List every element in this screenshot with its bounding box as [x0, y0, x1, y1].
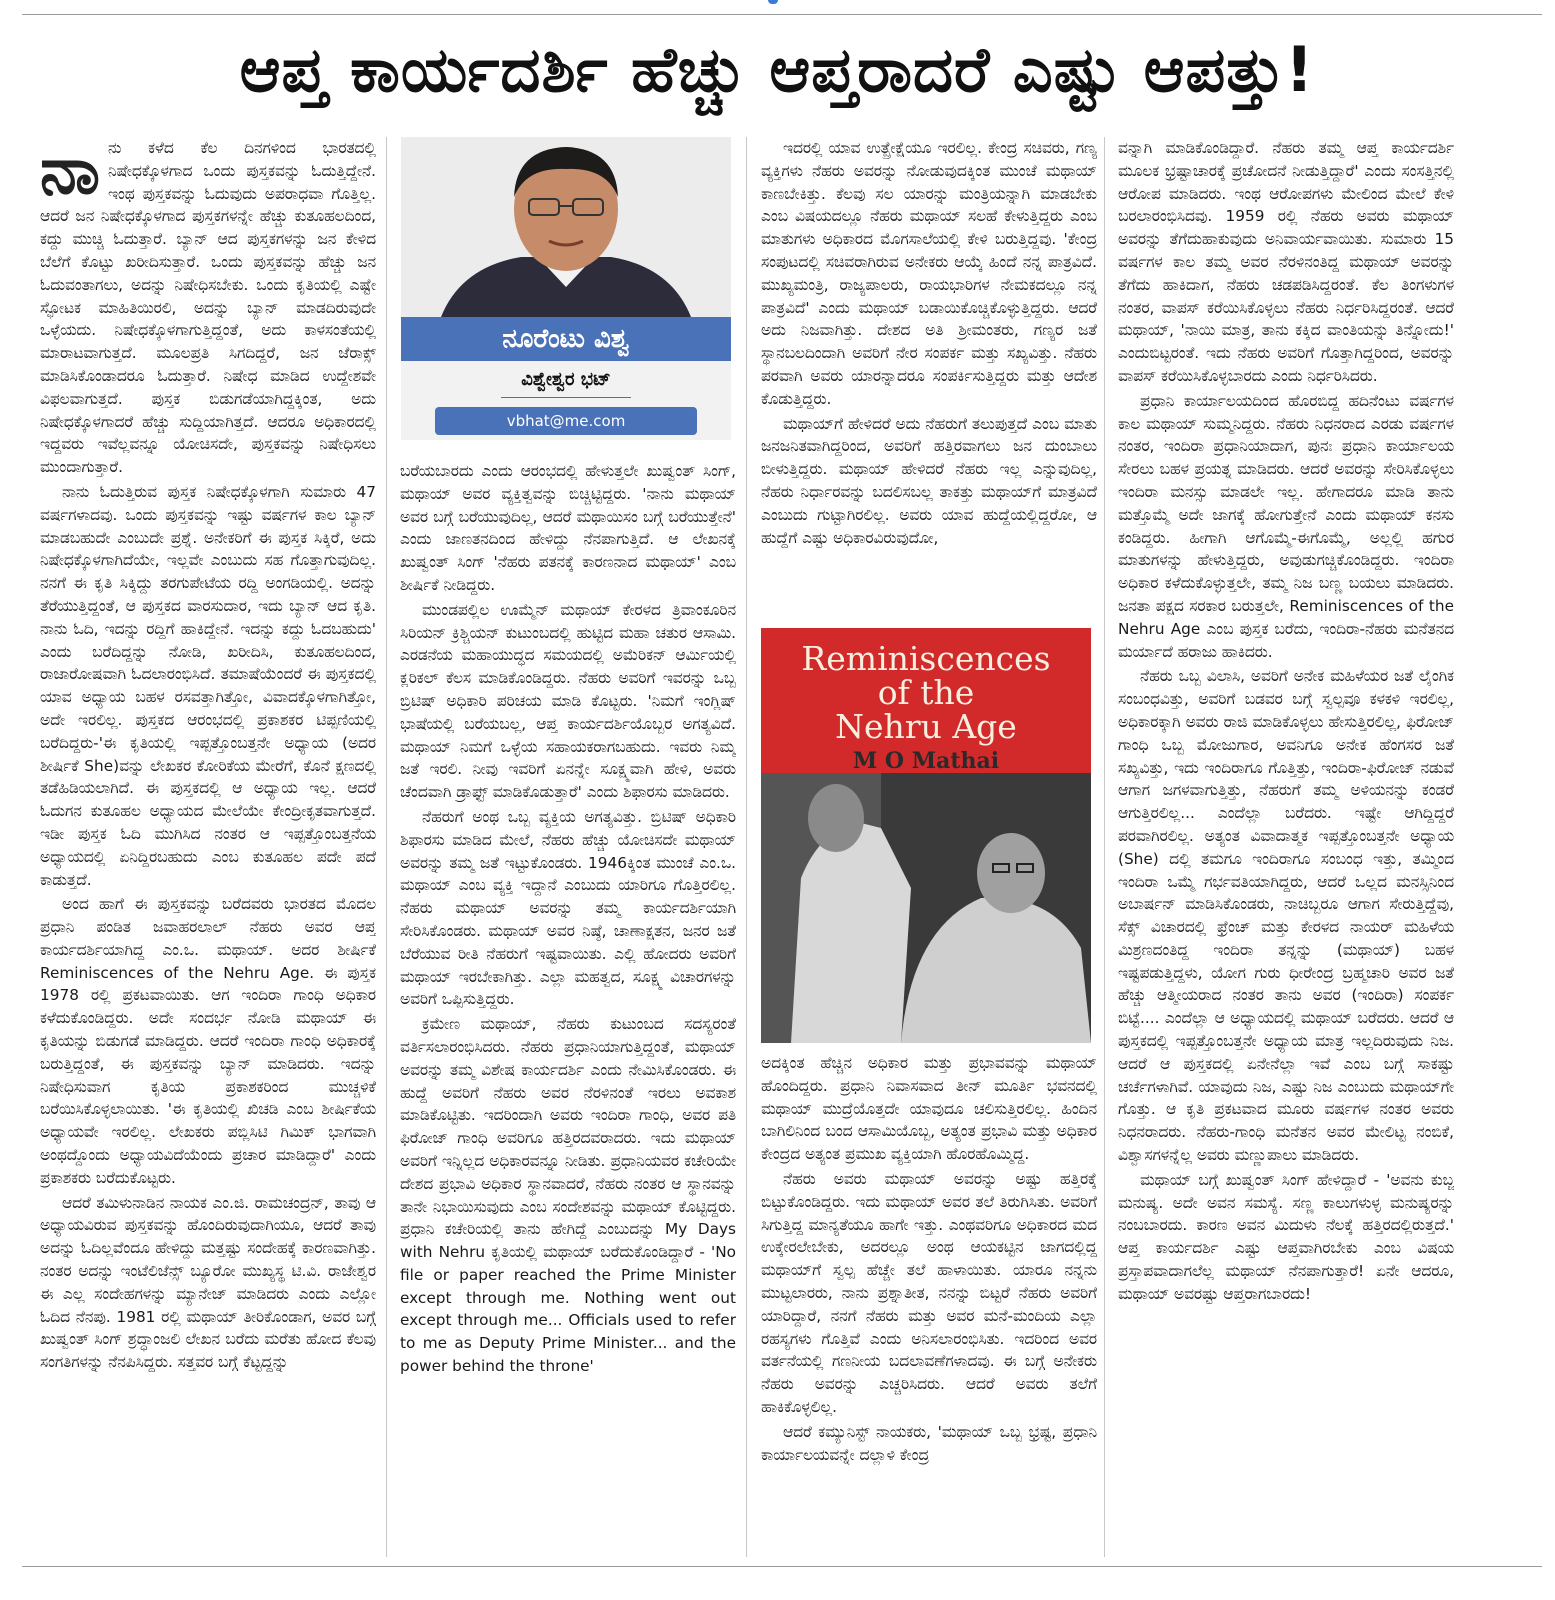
- article-column-3: [761, 137, 1097, 607]
- book-cover-image: [761, 628, 1091, 1043]
- author-email[interactable]: vbhat@me.com: [435, 407, 697, 435]
- paragraph: ನು ಕಳೆದ ಕೆಲ ದಿನಗಳಿಂದ ಭಾರತದಲ್ಲಿ ನಿಷೇಧಕ್ಕೊಳಗಾದ ಒಂದು ಪುಸ್ತಕವನ್ನು ಓದುತ್ತಿದ್ದೇನೆ. ಇಂಥ ಪುಸ್ತಕವನ್ನು ಓದುವುದು ಅಪರಾಧವಾ ಗೊತ್ತಿಲ್ಲ. ಆದರೆ ಜನ ನಿಷೇಧಕ್ಕೊಳಗಾದ ಪುಸ್ತಕಗಳನ್ನೇ ಹೆಚ್ಚು ಕುತೂಹಲದಿಂದ, ಕದ್ದು ಮುಚ್ಚಿ ಓದುತ್ತಾರೆ. ಬ್ಯಾನ್ ಆದ ಪುಸ್ತಕಗಳನ್ನು ಜನ ಕೇಳಿದ ಬೆಲೆಗೆ ಕೊಟ್ಟು ಖರೀದಿಸುತ್ತಾರೆ. ಒಂದು ಪುಸ್ತಕವನ್ನು ಹೆಚ್ಚು ಜನ ಓದುವಂತಾಗಲು, ಅದನ್ನು ನಿಷೇಧಿಸಬೇಕು. ಒಂದು ಕೃತಿಯಲ್ಲಿ ಎಷ್ಟೇ ಸ್ಫೋಟಕ ಮಾಹಿತಿಯಿರಲಿ, ಅದನ್ನು ಬ್ಯಾನ್ ಮಾಡದಿರುವುದೇ ಒಳ್ಳೆಯದು. ನಿಷೇಧಕ್ಕೊಳಗಾಗುತ್ತಿದ್ದಂತೆ, ಅದು ಕಾಳಸಂತೆಯಲ್ಲಿ ಮಾರಾಟವಾಗುತ್ತದೆ. ಮೂಲಪ್ರತಿ ಸಿಗದಿದ್ದರೆ, ಜನ ಜೆರಾಕ್ಸ್ ಮಾಡಿಸಿಕೊಂಡಾದರೂ ಓದುತ್ತಾರೆ. ನಿಷೇಧ ಮಾಡಿದ ಉದ್ದೇಶವೇ ವಿಫಲವಾಗುತ್ತದೆ. ಪುಸ್ತಕ ಬಿಡುಗಡೆಯಾಗಿದ್ದಕ್ಕಿಂತ, ಅದು ನಿಷೇಧಕ್ಕೊಳಗಾದರೆ ಹೆಚ್ಚು ಸುದ್ದಿಯಾಗಿತ್ತದೆ. ಆದರೂ ಅಧಿಕಾರದಲ್ಲಿ ಇದ್ದವರು ಇವೆಲ್ಲವನ್ನೂ ಯೋಚಿಸದೇ, ಪುಸ್ತಕವನ್ನು ನಿಷೇಧಿಸಲು ಮುಂದಾಗುತ್ತಾರೆ.: [40, 139, 376, 477]
- headline: ಆಪ್ತ ಕಾರ್ಯದರ್ಶಿ ಹೆಚ್ಚು ಆಪ್ತರಾದರೆ ಎಷ್ಟು ಆಪತ್ತು!: [239, 33, 1315, 106]
- author-underline: [501, 397, 631, 398]
- article-column-2: [400, 460, 736, 1557]
- paragraph: ವನ್ನಾಗಿ ಮಾಡಿಕೊಂಡಿದ್ದಾರೆ. ನೆಹರು ತಮ್ಮ ಆಪ್ತ ಕಾರ್ಯದರ್ಶಿ ಮೂಲಕ ಭ್ರಷ್ಟಾಚಾರಕ್ಕೆ ಪ್ರಚೋದನೆ ನೀಡುತ್ತಿದ್ದಾರೆ' ಎಂದು ಸಂಸತ್ತಿನಲ್ಲಿ ಆರೋಪ ಮಾಡಿದರು. ಇಂಥ ಆರೋಪಗಳು ಮೇಲಿಂದ ಮೇಲೆ ಕೇಳಿ ಬರಲಾರಂಭಿಸಿದವು. 1959 ರಲ್ಲಿ ನೆಹರು ಅವರು ಮಥಾಯ್ ಅವರನ್ನು ತೆಗೆದುಹಾಕುವುದು ಅನಿವಾರ್ಯವಾಯಿತು. ಸುಮಾರು 15 ವರ್ಷಗಳ ಕಾಲ ತಮ್ಮ ಅವರ ನೆರಳಿನಂತಿದ್ದ ಮಥಾಯ್ ಅವರನ್ನು ತೆಗೆದು ಹಾಕಿದಾಗ, ನೆಹರು ಚಡಪಡಿಸಿದ್ದರಂತೆ. ಕೆಲ ತಿಂಗಳುಗಳ ನಂತರ, ವಾಪಸ್ ಕರೆಯಿಸಿಕೊಳ್ಳಲು ನೆಹರು ನಿರ್ಧರಿಸಿದ್ದರಂತೆ. ಆದರೆ ಮಥಾಯ್, 'ನಾಯಿ ಮಾತ್ರ, ತಾನು ಕಕ್ಕಿದ ವಾಂತಿಯನ್ನು ತಿನ್ನೋದು!' ಎಂದುಬಿಟ್ಟರಂತೆ. ಇದು ನೆಹರು ಅವರಿಗೆ ಗೊತ್ತಾಗಿದ್ದರಿಂದ, ಅವರನ್ನು ವಾಪಸ್ ಕರೆಯಿಸಿಕೊಳ್ಳಬಾರದು ಎಂದು ನಿರ್ಧರಿಸಿದರು.: [1118, 139, 1454, 385]
- paragraph: ಬರೆಯಬಾರದು ಎಂದು ಆರಂಭದಲ್ಲಿ ಹೇಳುತ್ತಲೇ ಖುಷ್ವಂತ್ ಸಿಂಗ್, ಮಥಾಯ್ ಅವರ ವ್ಯಕ್ತಿತ್ವವನ್ನು ಬಿಚ್ಚಿಟ್ಟಿದ್ದರು. 'ನಾನು ಮಥಾಯ್ ಅವರ ಬಗ್ಗೆ ಬರೆಯುವುದಿಲ್ಲ, ಆದರೆ ಮಥಾಯಿಸಂ ಬಗ್ಗೆ ಬರೆಯುತ್ತೇನೆ' ಎಂದು ಜಾಣತನದಿಂದ ಹೇಳಿದ್ದು ನೆನಪಾಗುತ್ತಿದೆ. ಆ ಲೇಖನಕ್ಕೆ ಖುಷ್ವಂತ್ ಸಿಂಗ್ 'ನೆಹರು ಪತನಕ್ಕೆ ಕಾರಣನಾದ ಮಥಾಯ್' ಎಂಬ ಶೀರ್ಷಿಕೆ ನೀಡಿದ್ದರು.: [400, 462, 736, 594]
- article-column-3-continued: [761, 1052, 1097, 1557]
- paragraph: ನಾನು ಓದುತ್ತಿರುವ ಪುಸ್ತಕ ನಿಷೇಧಕ್ಕೊಳಗಾಗಿ ಸುಮಾರು 47 ವರ್ಷಗಳಾದವು. ಒಂದು ಪುಸ್ತಕವನ್ನು ಇಷ್ಟು ವರ್ಷಗಳ ಕಾಲ ಬ್ಯಾನ್ ಮಾಡಬಹುದೇ ಎಂಬುದೇ ಪ್ರಶ್ನೆ. ಅನೇಕರಿಗೆ ಈ ಪುಸ್ತಕ ಸಿಕ್ಕಿರೆ, ಅದು ನಿಷೇಧಕ್ಕೊಳಗಾಗಿದೆಯೇ, ಇಲ್ಲವೇ ಎಂಬುದು ಸಹ ಗೊತ್ತಾಗುವುದಿಲ್ಲ. ನನಗೆ ಈ ಕೃತಿ ಸಿಕ್ಕಿದ್ದು ತರಗುಪೇಟೆಯ ರದ್ದಿ ಅಂಗಡಿಯಲ್ಲಿ. ಅದನ್ನು ತೆರೆಯುತ್ತಿದ್ದಂತೆ, ಆ ಪುಸ್ತಕದ ವಾರಸುದಾರ, ಇದು ಬ್ಯಾನ್ ಆದ ಕೃತಿ. ನಾನು ಓದಿ, ಇದನ್ನು ರದ್ದಿಗೆ ಹಾಕಿದ್ದೇನೆ. ಇದನ್ನು ಕದ್ದು ಓದಬಹುದು' ಎಂದು ಬರೆದಿದ್ದನ್ನು ನೋಡಿ, ಖರೀದಿಸಿ, ಕುತೂಹಲದಿಂದ, ರಾಜಾರೋಷವಾಗಿ ಓದಲಾರಂಭಿಸಿದೆ. ತಮಾಷೆಯೆಂದರೆ ಈ ಪುಸ್ತಕದಲ್ಲಿ ಯಾವ ಅಧ್ಯಾಯ ಬಹಳ ರಸವತ್ತಾಗಿತ್ತೋ, ವಿವಾದಕ್ಕೊಳಗಾಗಿತ್ತೋ, ಅದೇ ಇರಲಿಲ್ಲ. ಪುಸ್ತಕದ ಆರಂಭದಲ್ಲಿ ಪ್ರಕಾಶಕರ ಟಿಪ್ಪಣಿಯಲ್ಲಿ ಬರೆದಿದ್ದರು-'ಈ ಕೃತಿಯಲ್ಲಿ ಇಪ್ಪತ್ತೊಂಬತ್ತನೇ ಅಧ್ಯಾಯ (ಅದರ ಶೀರ್ಷಿಕೆ She)ವನ್ನು ಲೇಖಕರ ಕೋರಿಕೆಯ ಮೇರೆಗೆ, ಕೊನೆ ಕ್ಷಣದಲ್ಲಿ ತಡೆಹಿಡಿಯಲಾಗಿದೆ. ಈ ಪುಸ್ತಕದಲ್ಲಿ ಆ ಅಧ್ಯಾಯ ಇಲ್ಲ. ಆದರೆ ಓದುಗನ ಕುತೂಹಲ ಅಧ್ಯಾಯದ ಮೇಲೆಯೇ ಕೇಂದ್ರೀಕೃತವಾಗುತ್ತದೆ. ಇಡೀ ಪುಸ್ತಕ ಓದಿ ಮುಗಿಸಿದ ನಂತರ ಆ ಇಪ್ಪತ್ತೊಂಬತ್ತನೆಯ ಅಧ್ಯಾಯದಲ್ಲಿ ಏನಿದ್ದಿರಬಹುದು ಎಂಬ ಕುತೂಹಲ ಪದೇ ಪದೆ ಕಾಡುತ್ತದೆ.: [40, 482, 376, 889]
- paragraph: ನೆಹರು ಒಬ್ಬ ವಿಲಾಸಿ, ಅವರಿಗೆ ಅನೇಕ ಮಹಿಳೆಯರ ಜತೆ ಲೈಂಗಿಕ ಸಂಬಂಧವಿತ್ತು, ಅವರಿಗೆ ಬಡವರ ಬಗ್ಗೆ ಸ್ವಲ್ಪವೂ ಕಳಕಳಿ ಇರಲಿಲ್ಲ, ಅಧಿಕಾರಕ್ಕಾಗಿ ಅವರು ರಾಜಿ ಮಾಡಿಕೊಳ್ಳಲು ಹೇಸುತ್ತಿರಲಿಲ್ಲ, ಫಿರೋಜ್ ಗಾಂಧಿ ಒಬ್ಬ ಮೋಜುಗಾರ, ಅವನಿಗೂ ಅನೇಕ ಹೆಂಗಸರ ಜತೆ ಸಖ್ಯವಿತ್ತು, ಇದು ಇಂದಿರಾಗೂ ಗೊತ್ತಿತ್ತು, ಇಂದಿರಾ-ಫಿರೋಜ್ ನಡುವೆ ಆಗಾಗ ಜಗಳವಾಗುತ್ತಿತ್ತು, ನೆಹರುಗೆ ತಮ್ಮ ಅಳಿಯನನ್ನು ಕಂಡರೆ ಆಗುತ್ತಿರಲಿಲ್ಲ... ಎಂದೆಲ್ಲಾ ಬರೆದರು. ಇಷ್ಟೇ ಆಗಿದ್ದಿದ್ದರೆ ಪರವಾಗಿರಲಿಲ್ಲ. ಅತ್ಯಂತ ವಿವಾದಾತ್ಮಕ ಇಪ್ಪತ್ತೊಂಬತ್ತನೇ ಅಧ್ಯಾಯ (She) ದಲ್ಲಿ ತಮಗೂ ಇಂದಿರಾಗೂ ಸಂಬಂಧ ಇತ್ತು, ತಮ್ಮಿಂದ ಇಂದಿರಾ ಒಮ್ಮೆ ಗರ್ಭವತಿಯಾಗಿದ್ದರು, ಆದರೆ ಒಲ್ಲದ ಮನಸ್ಸಿನಿಂದ ಅಬಾರ್ಷನ್ ಮಾಡಿಸಿಕೊಂಡರು, ನಾಚಿಬ್ಬರೂ ಆಗಾಗ ಸೇರುತ್ತಿದ್ದೆವು, ಸೆಕ್ಸ್ ವಿಚಾರದಲ್ಲಿ ಫ್ರೆಂಚ್ ಮತ್ತು ಕೇರಳದ ನಾಯರ್ ಮಹಿಳೆಯ ಮಿಶ್ರಣದಂತಿದ್ದ ಇಂದಿರಾ ತನ್ನನ್ನು (ಮಥಾಯ್) ಬಹಳ ಇಷ್ಟಪಡುತ್ತಿದ್ದಳು, ಯೋಗ ಗುರು ಧೀರೇಂದ್ರ ಬ್ರಹ್ಮಚಾರಿ ಅವರ ಜತೆ ಹೆಚ್ಚು ಆತ್ಮೀಯರಾದ ನಂತರ ತಾನು ಅವರ (ಇಂದಿರಾ) ಸಂಪರ್ಕ ಬಿಟ್ಟೆ.... ಎಂದೆಲ್ಲಾ ಆ ಅಧ್ಯಾಯದಲ್ಲಿ ಮಥಾಯ್ ಬರೆದರು. ಆದರೆ ಆ ಪುಸ್ತಕದಲ್ಲಿ ಇಪ್ಪತ್ತೊಂಬತ್ತನೇ ಅಧ್ಯಾಯ ಮಾತ್ರ ಇಲ್ಲದಿರುವುದು ನಿಜ. ಆದರೆ ಆ ಪುಸ್ತಕದಲ್ಲಿ ಏನೇನೆಲ್ಲಾ ಇವೆ ಎಂಬ ಬಗ್ಗೆ ಸಾಕಷ್ಟು ಚರ್ಚೆಗಳಾಗಿವೆ. ಯಾವುದು ನಿಜ, ಎಷ್ಟು ನಿಜ ಎಂಬುದು ಮಥಾಯ್‌ಗೇ ಗೊತ್ತು. ಆ ಕೃತಿ ಪ್ರಕಟವಾದ ಮೂರು ವರ್ಷಗಳ ನಂತರ ಅವರು ನಿಧನರಾದರು. ನೆಹರು-ಗಾಂಧಿ ಮನೆತನ ಅವರ ಮೇಲಿಟ್ಟ ನಂಬಿಕೆ, ವಿಶ್ವಾಸಗಳನ್ನೆಲ್ಲ ಅವರು ಮಣ್ಣುಪಾಲು ಮಾಡಿದರು.: [1118, 667, 1454, 1165]
- paragraph: ನೆಹರು ಅವರು ಮಥಾಯ್ ಅವರನ್ನು ಅಷ್ಟು ಹತ್ತಿರಕ್ಕೆ ಬಿಟ್ಟುಕೊಂಡಿದ್ದರು. ಇದು ಮಥಾಯ್ ಅವರ ತಲೆ ತಿರುಗಿಸಿತು. ಅವರಿಗೆ ಸಿಗುತ್ತಿದ್ದ ಮಾನ್ಯತೆಯೂ ಹಾಗೇ ಇತ್ತು. ಎಂಥವರಿಗೂ ಅಧಿಕಾರದ ಮದ ಉಕ್ಕೇರಲೇಬೇಕು, ಅದರಲ್ಲೂ ಅಂಥ ಆಯಕಟ್ಟಿನ ಜಾಗದಲ್ಲಿದ್ದ ಮಥಾಯ್‌ಗೆ ಸ್ವಲ್ಪ ಹೆಚ್ಚೇ ತಲೆ ಹಾಳಾಯಿತು. ಯಾರೂ ನನ್ನನು ಮುಟ್ಟಲಾರರು, ನಾನು ಪ್ರಶ್ನಾತೀತ, ನನನ್ನು ಬಿಟ್ಟರೆ ನೆಹರು ಅವರಿಗೆ ಯಾರಿದ್ದಾರೆ, ನನಗೆ ನೆಹರು ಮತ್ತು ಅವರ ಮನೆ-ಮಂದಿಯ ಎಲ್ಲಾ ರಹಸ್ಯಗಳು ಗೊತ್ತಿವೆ ಎಂದು ಅನಿಸಲಾರಂಭಿಸಿತು. ಇದರಿಂದ ಅವರ ವರ್ತನೆಯಲ್ಲಿ ಗಣನೀಯ ಬದಲಾವಣೆಗಳಾದವು. ಈ ಬಗ್ಗೆ ಅನೇಕರು ನೆಹರು ಅವರನ್ನು ಎಚ್ಚರಿಸಿದರು. ಆದರೆ ಅವರು ತಲೆಗೆ ಹಾಕಿಕೊಳ್ಳಲಿಲ್ಲ.: [761, 1169, 1097, 1416]
- author-name: ವಿಶ್ವೇಶ್ವರ ಭಟ್: [521, 369, 611, 390]
- top-rule: [22, 14, 1542, 15]
- author-portrait: [401, 137, 731, 317]
- top-indicator: [768, 0, 778, 4]
- drop-cap: ನಾ: [40, 137, 100, 209]
- column-divider: [746, 137, 747, 1557]
- paragraph: ಕ್ರಮೇಣ ಮಥಾಯ್, ನೆಹರು ಕುಟುಂಬದ ಸದಸ್ಯರಂತೆ ವರ್ತಿಸಲಾರಂಭಿಸಿದರು. ನೆಹರು ಪ್ರಧಾನಿಯಾಗುತ್ತಿದ್ದಂತೆ, ಮಥಾಯ್ ಅವರನ್ನು ತಮ್ಮ ವಿಶೇಷ ಕಾರ್ಯದರ್ಶಿ ಎಂದು ನೇಮಿಸಿಕೊಂಡರು. ಈ ಹುದ್ದೆ ಅವರಿಗೆ ನೆಹರು ಅವರ ನೆರಳಿನಂತೆ ಇರಲು ಅವಕಾಶ ಮಾಡಿಕೊಟ್ಟಿತು. ಇದರಿಂದಾಗಿ ಅವರು ಇಂದಿರಾ ಗಾಂಧಿ, ಅವರ ಪತಿ ಫಿರೋಜ್ ಗಾಂಧಿ ಅವರಿಗೂ ಹತ್ತಿರದವರಾದರು. ಇದು ಮಥಾಯ್ ಅವರಿಗೆ ಇನ್ನಿಲ್ಲದ ಅಧಿಕಾರವನ್ನೂ ನೀಡಿತು. ಪ್ರಧಾನಿಯವರ ಕಚೇರಿಯೇ ದೇಶದ ಪ್ರಭಾವಿ ಅಧಿಕಾರ ಸ್ಥಾನವಾದರೆ, ನೆಹರು ನಂತರ ಆ ಸ್ಥಾನವನ್ನು ತಾನೇ ನಿಭಾಯಿಸುವುದು ಎಂಬ ಸಂದೇಶವನ್ನು ಮಥಾಯ್ ಕೊಟ್ಟಿದ್ದರು. ಪ್ರಧಾನಿ ಕಚೇರಿಯಲ್ಲಿ ತಾನು ಹೇಗಿದ್ದೆ ಎಂಬುದನ್ನು My Days with Nehru ಕೃತಿಯಲ್ಲಿ ಮಥಾಯ್ ಬರೆದುಕೊಂಡಿದ್ದಾರೆ - 'No file or paper reached the Prime Minister except through me. Nothing went out except through me... Officials used to refer to me as Deputy Prime Minister... and the power behind the throne': [400, 1015, 736, 1376]
- book-title: Reminiscences of the Nehru Age: [801, 639, 1051, 746]
- column-divider: [1104, 137, 1105, 1557]
- paragraph: ಮಥಾಯ್ ಬಗ್ಗೆ ಖುಷ್ವಂತ್ ಸಿಂಗ್ ಹೇಳಿದ್ದಾರೆ - 'ಅವನು ಕುಬ್ಜ ಮನುಷ್ಯ. ಅದೇ ಅವನ ಸಮಸ್ಯೆ. ಸಣ್ಣ ಕಾಲುಗಳುಳ್ಳ ಮನುಷ್ಯರನ್ನು ನಂಬಬಾರದು. ಕಾರಣ ಅವನ ಮಿದುಳು ನೆಲಕ್ಕೆ ಹತ್ತಿರದಲ್ಲಿರುತ್ತದೆ.' ಆಪ್ತ ಕಾರ್ಯದರ್ಶಿ ಎಷ್ಟು ಆಪ್ತವಾಗಿರಬೇಕು ಎಂಬ ವಿಷಯ ಪ್ರಸ್ತಾಪವಾದಾಗಲೆಲ್ಲ ಮಥಾಯ್ ನೆನಪಾಗುತ್ತಾರೆ! ಏನೇ ಆದರೂ, ಮಥಾಯ್ ಅವರಷ್ಟು ಆಪ್ತರಾಗಬಾರದು!: [1118, 1170, 1454, 1303]
- paragraph: ಇದರಲ್ಲಿ ಯಾವ ಉತ್ಪ್ರೇಕ್ಷೆಯೂ ಇರಲಿಲ್ಲ. ಕೇಂದ್ರ ಸಚಿವರು, ಗಣ್ಯ ವ್ಯಕ್ತಿಗಳು ನೆಹರು ಅವರನ್ನು ನೋಡುವುದಕ್ಕಿಂತ ಮುಂಚೆ ಮಥಾಯ್ ಕಾಣಬೇಕಿತ್ತು. ಕೆಲವು ಸಲ ಯಾರನ್ನು ಮಂತ್ರಿಯನ್ನಾಗಿ ಮಾಡಬೇಕು ಎಂಬ ವಿಷಯದಲ್ಲೂ ನೆಹರು ಮಥಾಯ್ ಸಲಹೆ ಕೇಳುತ್ತಿದ್ದರು ಎಂಬ ಮಾತುಗಳು ಅಧಿಕಾರದ ಮೊಗಸಾಲೆಯಲ್ಲಿ ಕೇಳಿ ಬರುತ್ತಿದ್ದವು. 'ಕೇಂದ್ರ ಸಂಪುಟದಲ್ಲಿ ಸಚಿವರಾಗಿರುವ ಅನೇಕರು ಆಯ್ಕೆ ಹಿಂದೆ ನನ್ನ ಪಾತ್ರವಿದೆ. ಮುಖ್ಯಮಂತ್ರಿ, ರಾಜ್ಯಪಾಲರು, ರಾಯಭಾರಿಗಳ ನೇಮಕದಲ್ಲೂ ನನ್ನ ಪಾತ್ರವಿದೆ' ಎಂದು ಮಥಾಯ್ ಬಡಾಯಿಕೊಚ್ಚಿಕೊಳ್ಳುತ್ತಿದ್ದರು. ಆದರೆ ಅದು ನಿಜವಾಗಿತ್ತು. ದೇಶದ ಅತಿ ಶ್ರೀಮಂತರು, ಗಣ್ಯರ ಜತೆ ಸ್ಥಾನಬಲದಿಂದಾಗಿ ಅವರಿಗೆ ನೇರ ಸಂಪರ್ಕ ಮತ್ತು ಸಖ್ಯವಿತ್ತು. ನೆಹರು ಪರವಾಗಿ ಅವರು ಯಾರನ್ನಾದರೂ ಸಂಪರ್ಕಿಸುತ್ತಿದ್ದರು ಮತ್ತು ಆದೇಶ ಕೊಡುತ್ತಿದ್ದರು.: [761, 139, 1097, 408]
- paragraph: ಪ್ರಧಾನಿ ಕಾರ್ಯಾಲಯದಿಂದ ಹೊರಬಿದ್ದ ಹದಿನೆಂಟು ವರ್ಷಗಳ ಕಾಲ ಮಥಾಯ್ ಸುಮ್ಮನಿದ್ದರು. ನೆಹರು ನಿಧನರಾದ ಎರಡು ವರ್ಷಗಳ ನಂತರ, ಇಂದಿರಾ ಪ್ರಧಾನಿಯಾದಾಗ, ಪುನಃ ಪ್ರಧಾನಿ ಕಾರ್ಯಾಲಯ ಸೇರಲು ಬಹಳ ಪ್ರಯತ್ನ ಮಾಡಿದರು. ಆದರೆ ಅವರನ್ನು ಸೇರಿಸಿಕೊಳ್ಳಲು ಇಂದಿರಾ ಮನಸ್ಸು ಮಾಡಲೇ ಇಲ್ಲ. ಹೇಗಾದರೂ ಮಾಡಿ ತಾನು ಮತ್ತೊಮ್ಮೆ ಅದೇ ಜಾಗಕ್ಕೆ ಹೋಗುತ್ತೇನೆ ಎಂದು ಮಥಾಯ್ ಕನಸು ಕಂಡಿದ್ದರು. ಹೀಗಾಗಿ ಆಗೊಮ್ಮೆ-ಈಗೊಮ್ಮೆ, ಅಲ್ಲಲ್ಲಿ ಹಗುರ ಮಾತುಗಳನ್ನು ಹೇಳುತ್ತಿದ್ದರು, ಅವುಡುಗಚ್ಚಿಕೊಂಡಿದ್ದರು. ಇಂದಿರಾ ಅಧಿಕಾರ ಕಳೆದುಕೊಳ್ಳುತ್ತಲೇ, ತಮ್ಮ ನಿಜ ಬಣ್ಣ ಬಯಲು ಮಾಡಿದರು. ಜನತಾ ಪಕ್ಷದ ಸರಕಾರ ಬರುತ್ತಲೇ, Reminiscences of the Nehru Age ಎಂಬ ಪುಸ್ತಕ ಬರೆದು, ಇಂದಿರಾ-ನೆಹರು ಮನೆತನದ ಮರ್ಯಾದೆ ಹರಾಜು ಹಾಕಿದರು.: [1118, 391, 1454, 661]
- paragraph: ನೆಹರುಗೆ ಅಂಥ ಒಬ್ಬ ವ್ಯಕ್ತಿಯ ಅಗತ್ಯವಿತ್ತು. ಬ್ರಿಟಿಷ್ ಅಧಿಕಾರಿ ಶಿಫಾರಸು ಮಾಡಿದ ಮೇಲೆ, ನೆಹರು ಹೆಚ್ಚು ಯೋಚಿಸದೇ ಮಥಾಯ್ ಅವರನ್ನು ತಮ್ಮ ಜತೆ ಇಟ್ಟುಕೊಂಡರು. 1946ಕ್ಕಿಂತ ಮುಂಚೆ ಎಂ.ಒ. ಮಥಾಯ್ ಎಂಬ ವ್ಯಕ್ತಿ ಇದ್ದಾನೆ ಎಂಬುದು ಯಾರಿಗೂ ಗೊತ್ತಿರಲಿಲ್ಲ. ನೆಹರು ಮಥಾಯ್ ಅವರನ್ನು ತಮ್ಮ ಕಾರ್ಯದರ್ಶಿಯಾಗಿ ಸೇರಿಸಿಕೊಂಡರು. ಮಥಾಯ್ ಅವರ ನಿಷ್ಠೆ, ಚಾಣಾಕ್ಷತನ, ಜನರ ಜತೆ ಬೆರೆಯುವ ರೀತಿ ನೆಹರುಗೆ ಇಷ್ಟವಾಯಿತು. ಎಲ್ಲಿ ಹೋದರು ಅವರಿಗೆ ಮಥಾಯ್ ಇರಬೇಕಾಗಿತ್ತು. ಎಲ್ಲಾ ಮಹತ್ವದ, ಸೂಕ್ಷ್ಮ ವಿಚಾರಗಳನ್ನು ಅವರಿಗೆ ಒಪ್ಪಿಸುತ್ತಿದ್ದರು.: [400, 807, 736, 1009]
- column-divider: [386, 137, 387, 1557]
- article-column-4: [1118, 137, 1454, 1557]
- article-column-1: [40, 137, 376, 1557]
- paragraph: ಅಂದ ಹಾಗೆ ಈ ಪುಸ್ತಕವನ್ನು ಬರೆದವರು ಭಾರತದ ಮೊದಲ ಪ್ರಧಾನಿ ಪಂಡಿತ ಜವಾಹರಲಾಲ್ ನೆಹರು ಅವರ ಆಪ್ತ ಕಾರ್ಯದರ್ಶಿಯಾಗಿದ್ದ ಎಂ.ಒ. ಮಥಾಯ್. ಅದರ ಶೀರ್ಷಿಕೆ Reminiscences of the Nehru Age. ಈ ಪುಸ್ತಕ 1978 ರಲ್ಲಿ ಪ್ರಕಟವಾಯಿತು. ಆಗ ಇಂದಿರಾ ಗಾಂಧಿ ಅಧಿಕಾರ ಕಳೆದುಕೊಂಡಿದ್ದರು. ಅದೇ ಸಂದರ್ಭ ನೋಡಿ ಮಥಾಯ್ ಈ ಕೃತಿಯನ್ನು ಬಿಡುಗಡೆ ಮಾಡಿದ್ದರು. ಆದರೆ ಇಂದಿರಾ ಗಾಂಧಿ ಅಧಿಕಾರಕ್ಕೆ ಬರುತ್ತಿದ್ದಂತೆ, ಈ ಪುಸ್ತಕವನ್ನು ಬ್ಯಾನ್ ಮಾಡಿದರು. ಇದನ್ನು ನಿಷೇಧಿಸುವಾಗ ಕೃತಿಯ ಪ್ರಕಾಶಕರಿಂದ ಮುಚ್ಚಳಿಕೆ ಬರೆಯಿಸಿಕೊಳ್ಳಲಾಯಿತು. 'ಈ ಕೃತಿಯಲ್ಲಿ ಖಿಚಡಿ ಎಂಬ ಶೀರ್ಷಿಕೆಯ ಅಧ್ಯಾಯವೇ ಇರಲಿಲ್ಲ. ಲೇಖಕರು ಪಬ್ಲಿಸಿಟಿ ಗಿಮಿಕ್ ಭಾಗವಾಗಿ ಅಂಥದ್ದೊಂದು ಅಧ್ಯಾಯವಿದೆಯೆಂದು ಪ್ರಚಾರ ಮಾಡಿದ್ದಾರೆ' ಎಂದು ಪ್ರಕಾಶಕರು ಬರೆದುಕೊಟ್ಟರು.: [40, 895, 376, 1187]
- bottom-rule: [22, 1566, 1542, 1567]
- paragraph: ಆದರೆ ತಮಿಳುನಾಡಿನ ನಾಯಕ ಎಂ.ಜಿ. ರಾಮಚಂದ್ರನ್, ತಾವು ಆ ಅಧ್ಯಾಯವಿರುವ ಪುಸ್ತಕವನ್ನು ಹೊಂದಿರುವುದಾಗಿಯೂ, ಆದರೆ ತಾವು ಅದನ್ನು ಓದಿಲ್ಲವೆಂದೂ ಹೇಳಿದ್ದು ಮತ್ತಷ್ಟು ಸಂದೇಹಕ್ಕೆ ಕಾರಣವಾಗಿತ್ತು. ನಂತರ ಅದನ್ನು ಇಂಟೆಲಿಜೆನ್ಸ್ ಬ್ಯೂರೋ ಮುಖ್ಯಸ್ಥ ಟಿ.ವಿ. ರಾಜೇಶ್ವರ ಈ ಎಲ್ಲ ಸಂದೇಹಗಳನ್ನು ಮ್ಯಾನೇಜ್ ಮಾಡಿದರು ಎಂದು ಎಲ್ಲೋ ಓದಿದ ನೆನಪು. 1981 ರಲ್ಲಿ ಮಥಾಯ್ ತೀರಿಕೊಂಡಾಗ, ಅವರ ಬಗ್ಗೆ ಖುಷ್ವಂತ್ ಸಿಂಗ್ ಶ್ರದ್ಧಾಂಜಲಿ ಲೇಖನ ಬರೆದು ಮರೆತು ಹೋದ ಕೆಲವು ಸಂಗತಿಗಳನ್ನು ನೆನಪಿಸಿದ್ದರು. ಸತ್ತವರ ಬಗ್ಗೆ ಕೆಟ್ಟದ್ದನ್ನು: [40, 1193, 376, 1372]
- book-author: M O Mathai: [852, 748, 1000, 774]
- column-name: ನೂರೆಂಟು ವಿಶ್ವ: [401, 317, 731, 361]
- paragraph: ಆದರೆ ಕಮ್ಯುನಿಸ್ಟ್ ನಾಯಕರು, 'ಮಥಾಯ್ ಒಬ್ಬ ಭ್ರಷ್ಟ, ಪ್ರಧಾನಿ ಕಾರ್ಯಾಲಯವನ್ನೇ ದಲ್ಲಾಳಿ ಕೇಂದ್ರ: [761, 1422, 1097, 1464]
- paragraph: ಮಥಾಯ್‌ಗೆ ಹೇಳಿದರೆ ಅದು ನೆಹರುಗೆ ತಲುಪುತ್ತದೆ ಎಂಬ ಮಾತು ಜನಜನಿತವಾಗಿದ್ದರಿಂದ, ಅವರಿಗೆ ಹತ್ತಿರವಾಗಲು ಜನ ದುಂಬಾಲು ಬೀಳುತ್ತಿದ್ದರು. ಮಥಾಯ್ ಹೇಳಿದರೆ ನೆಹರು ಇಲ್ಲ ಎನ್ನುವುದಿಲ್ಲ, ನೆಹರು ನಿರ್ಧಾರವನ್ನು ಬದಲಿಸಬಲ್ಲ ತಾಕತ್ತು ಮಥಾಯ್‌ಗೆ ಮಾತ್ರವಿದೆ ಎಂಬುದು ಗುಟ್ಟಾಗಿರಲಿಲ್ಲ. ಅವರು ಯಾವ ಹುದ್ದೆಯಲ್ಲಿದ್ದರೋ, ಆ ಹುದ್ದೆಗೆ ಎಷ್ಟು ಅಧಿಕಾರವಿರುವುದೋ,: [761, 414, 1097, 547]
- columnist-box: [401, 137, 731, 440]
- paragraph: ಅದಕ್ಕಿಂತ ಹೆಚ್ಚಿನ ಅಧಿಕಾರ ಮತ್ತು ಪ್ರಭಾವವನ್ನು ಮಥಾಯ್ ಹೊಂದಿದ್ದರು. ಪ್ರಧಾನಿ ನಿವಾಸವಾದ ತೀನ್ ಮೂರ್ತಿ ಭವನದಲ್ಲಿ ಮಥಾಯ್ ಮುದ್ರೆಯೊತ್ತದೇ ಯಾವುದೂ ಚಲಿಸುತ್ತಿರಲಿಲ್ಲ. ಹಿಂದಿನ ಬಾಗಿಲಿನಿಂದ ಬಂದ ಆಸಾಮಿಯೊಬ್ಬ, ಅತ್ಯಂತ ಪ್ರಭಾವಿ ಮತ್ತು ಅಧಿಕಾರ ಕೇಂದ್ರದ ಅತ್ಯಂತ ಪ್ರಮುಖ ವ್ಯಕ್ತಿಯಾಗಿ ಹೊರಹೊಮ್ಮಿದ್ದ.: [761, 1054, 1097, 1164]
- paragraph: ಮುಂಡಪಲ್ಲಿಲ ಊಮ್ಮೆನ್ ಮಥಾಯ್ ಕೇರಳದ ತ್ರಿವಾಂಕೂರಿನ ಸಿರಿಯನ್ ಕ್ರಿಶ್ಚಿಯನ್ ಕುಟುಂಬದಲ್ಲಿ ಹುಟ್ಟಿದ ಮಹಾ ಚತುರ ಆಸಾಮಿ. ಎರಡನೆಯ ಮಹಾಯುದ್ಧದ ಸಮಯದಲ್ಲಿ ಅಮೆರಿಕನ್ ಆರ್ಮಿಯಲ್ಲಿ ಕ್ಲರಿಕಲ್ ಕೆಲಸ ಮಾಡಿಕೊಂಡಿದ್ದರು. ನೆಹರು ಅವರಿಗೆ ಇವರನ್ನು ಒಬ್ಬ ಬ್ರಿಟಿಷ್ ಅಧಿಕಾರಿ ಪರಿಚಯ ಮಾಡಿ ಕೊಟ್ಟರು. 'ನಿಮಗೆ ಇಂಗ್ಲಿಷ್ ಭಾಷೆಯಲ್ಲಿ ಬರೆಯಬಲ್ಲ, ಆಪ್ತ ಕಾರ್ಯದರ್ಶಿಯೊಬ್ಬರ ಅಗತ್ಯವಿದೆ. ಮಥಾಯ್ ನಿಮಗೆ ಒಳ್ಳೆಯ ಸಹಾಯಕರಾಗಬಹುದು. ಇವರು ನಿಮ್ಮ ಜತೆ ಇರಲಿ. ನೀವು ಇವರಿಗೆ ಏನನ್ನೇ ಸೂಕ್ಷ್ಮವಾಗಿ ಹೇಳಿ, ಅವರು ಚೆಂದವಾಗಿ ಡ್ರಾಫ್ಟ್ ಮಾಡಿಕೊಡುತ್ತಾರೆ' ಎಂದು ಶಿಫಾರಸು ಮಾಡಿದರು.: [400, 600, 736, 802]
